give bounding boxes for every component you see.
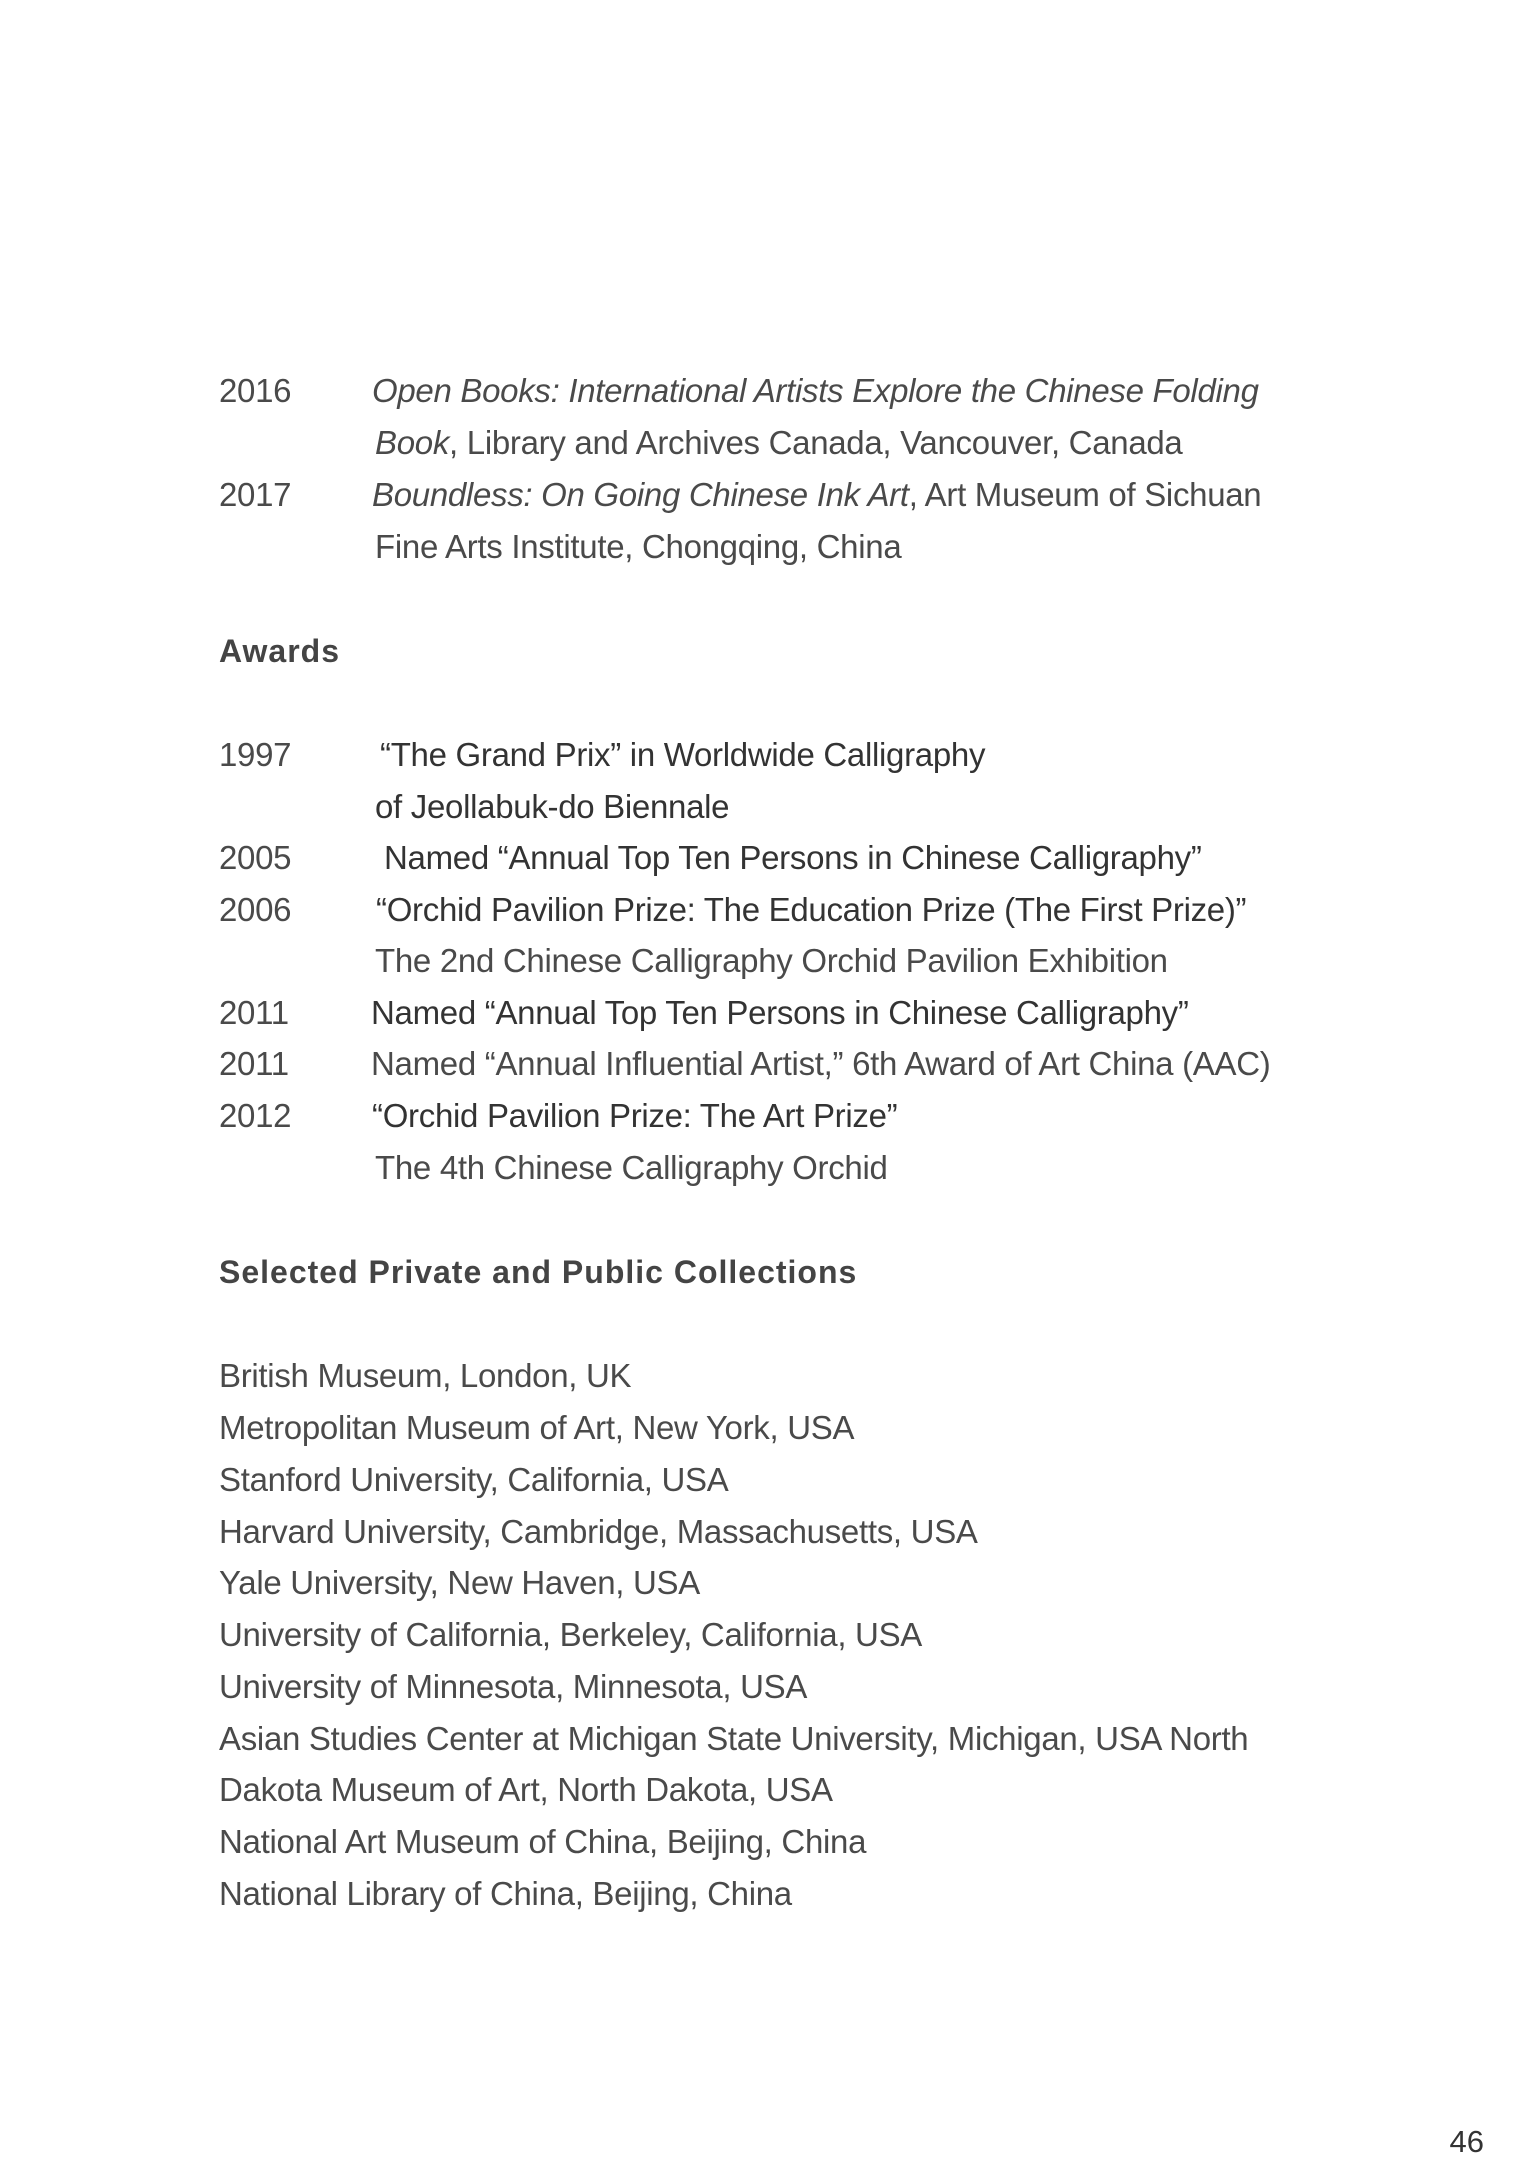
- award-details: The 4th Chinese Calligraphy Orchid: [375, 1149, 888, 1186]
- exhibition-title: Open Books: International Artists Explore the Chinese Folding: [372, 372, 1259, 409]
- award-year: 2011: [219, 1045, 289, 1082]
- award-year: 2005: [219, 839, 292, 876]
- award-details: The 2nd Chinese Calligraphy Orchid Pavilion Exhibition: [375, 942, 1168, 979]
- collection-item: Dakota Museum of Art, North Dakota, USA: [219, 1771, 833, 1808]
- exhibition-title: Boundless: On Going Chinese Ink Art, Art Museum of Sichuan: [372, 476, 1262, 513]
- collection-item: British Museum, London, UK: [219, 1357, 632, 1394]
- award-year: 2006: [219, 891, 292, 928]
- awards-heading: Awards: [219, 633, 341, 669]
- collection-item: University of California, Berkeley, California, USA: [219, 1616, 923, 1653]
- exhibition-year: 2017: [219, 476, 292, 513]
- exhibition-details: Fine Arts Institute, Chongqing, China: [375, 528, 902, 565]
- collections-heading: Selected Private and Public Collections: [219, 1254, 858, 1290]
- collection-item: Yale University, New Haven, USA: [219, 1564, 700, 1601]
- collection-item: University of Minnesota, Minnesota, USA: [219, 1668, 808, 1705]
- exhibition-year: 2016: [219, 372, 292, 409]
- collection-item: Asian Studies Center at Michigan State University, Michigan, USA North: [219, 1720, 1249, 1757]
- award-details: of Jeollabuk-do Biennale: [375, 788, 730, 825]
- award-title: “The Grand Prix” in Worldwide Calligraphy: [380, 736, 986, 773]
- award-title: Named “Annual Influential Artist,” 6th Award of Art China (AAC): [371, 1045, 1271, 1082]
- award-year: 1997: [219, 736, 292, 773]
- award-title: Named “Annual Top Ten Persons in Chinese Calligraphy”: [371, 994, 1189, 1031]
- exhibition-details: Book, Library and Archives Canada, Vancouver, Canada: [375, 424, 1183, 461]
- award-year: 2011: [219, 994, 289, 1031]
- award-year: 2012: [219, 1097, 292, 1134]
- collection-item: Harvard University, Cambridge, Massachusetts, USA: [219, 1513, 978, 1550]
- collection-item: Stanford University, California, USA: [219, 1461, 729, 1498]
- collection-item: National Library of China, Beijing, China: [219, 1875, 792, 1912]
- page-number: 46: [1449, 2124, 1484, 2159]
- award-title: “Orchid Pavilion Prize: The Education Prize (The First Prize)”: [376, 891, 1247, 928]
- award-title: “Orchid Pavilion Prize: The Art Prize”: [372, 1097, 898, 1134]
- award-title: Named “Annual Top Ten Persons in Chinese Calligraphy”: [384, 839, 1202, 876]
- collection-item: National Art Museum of China, Beijing, China: [219, 1823, 867, 1860]
- collection-item: Metropolitan Museum of Art, New York, USA: [219, 1409, 855, 1446]
